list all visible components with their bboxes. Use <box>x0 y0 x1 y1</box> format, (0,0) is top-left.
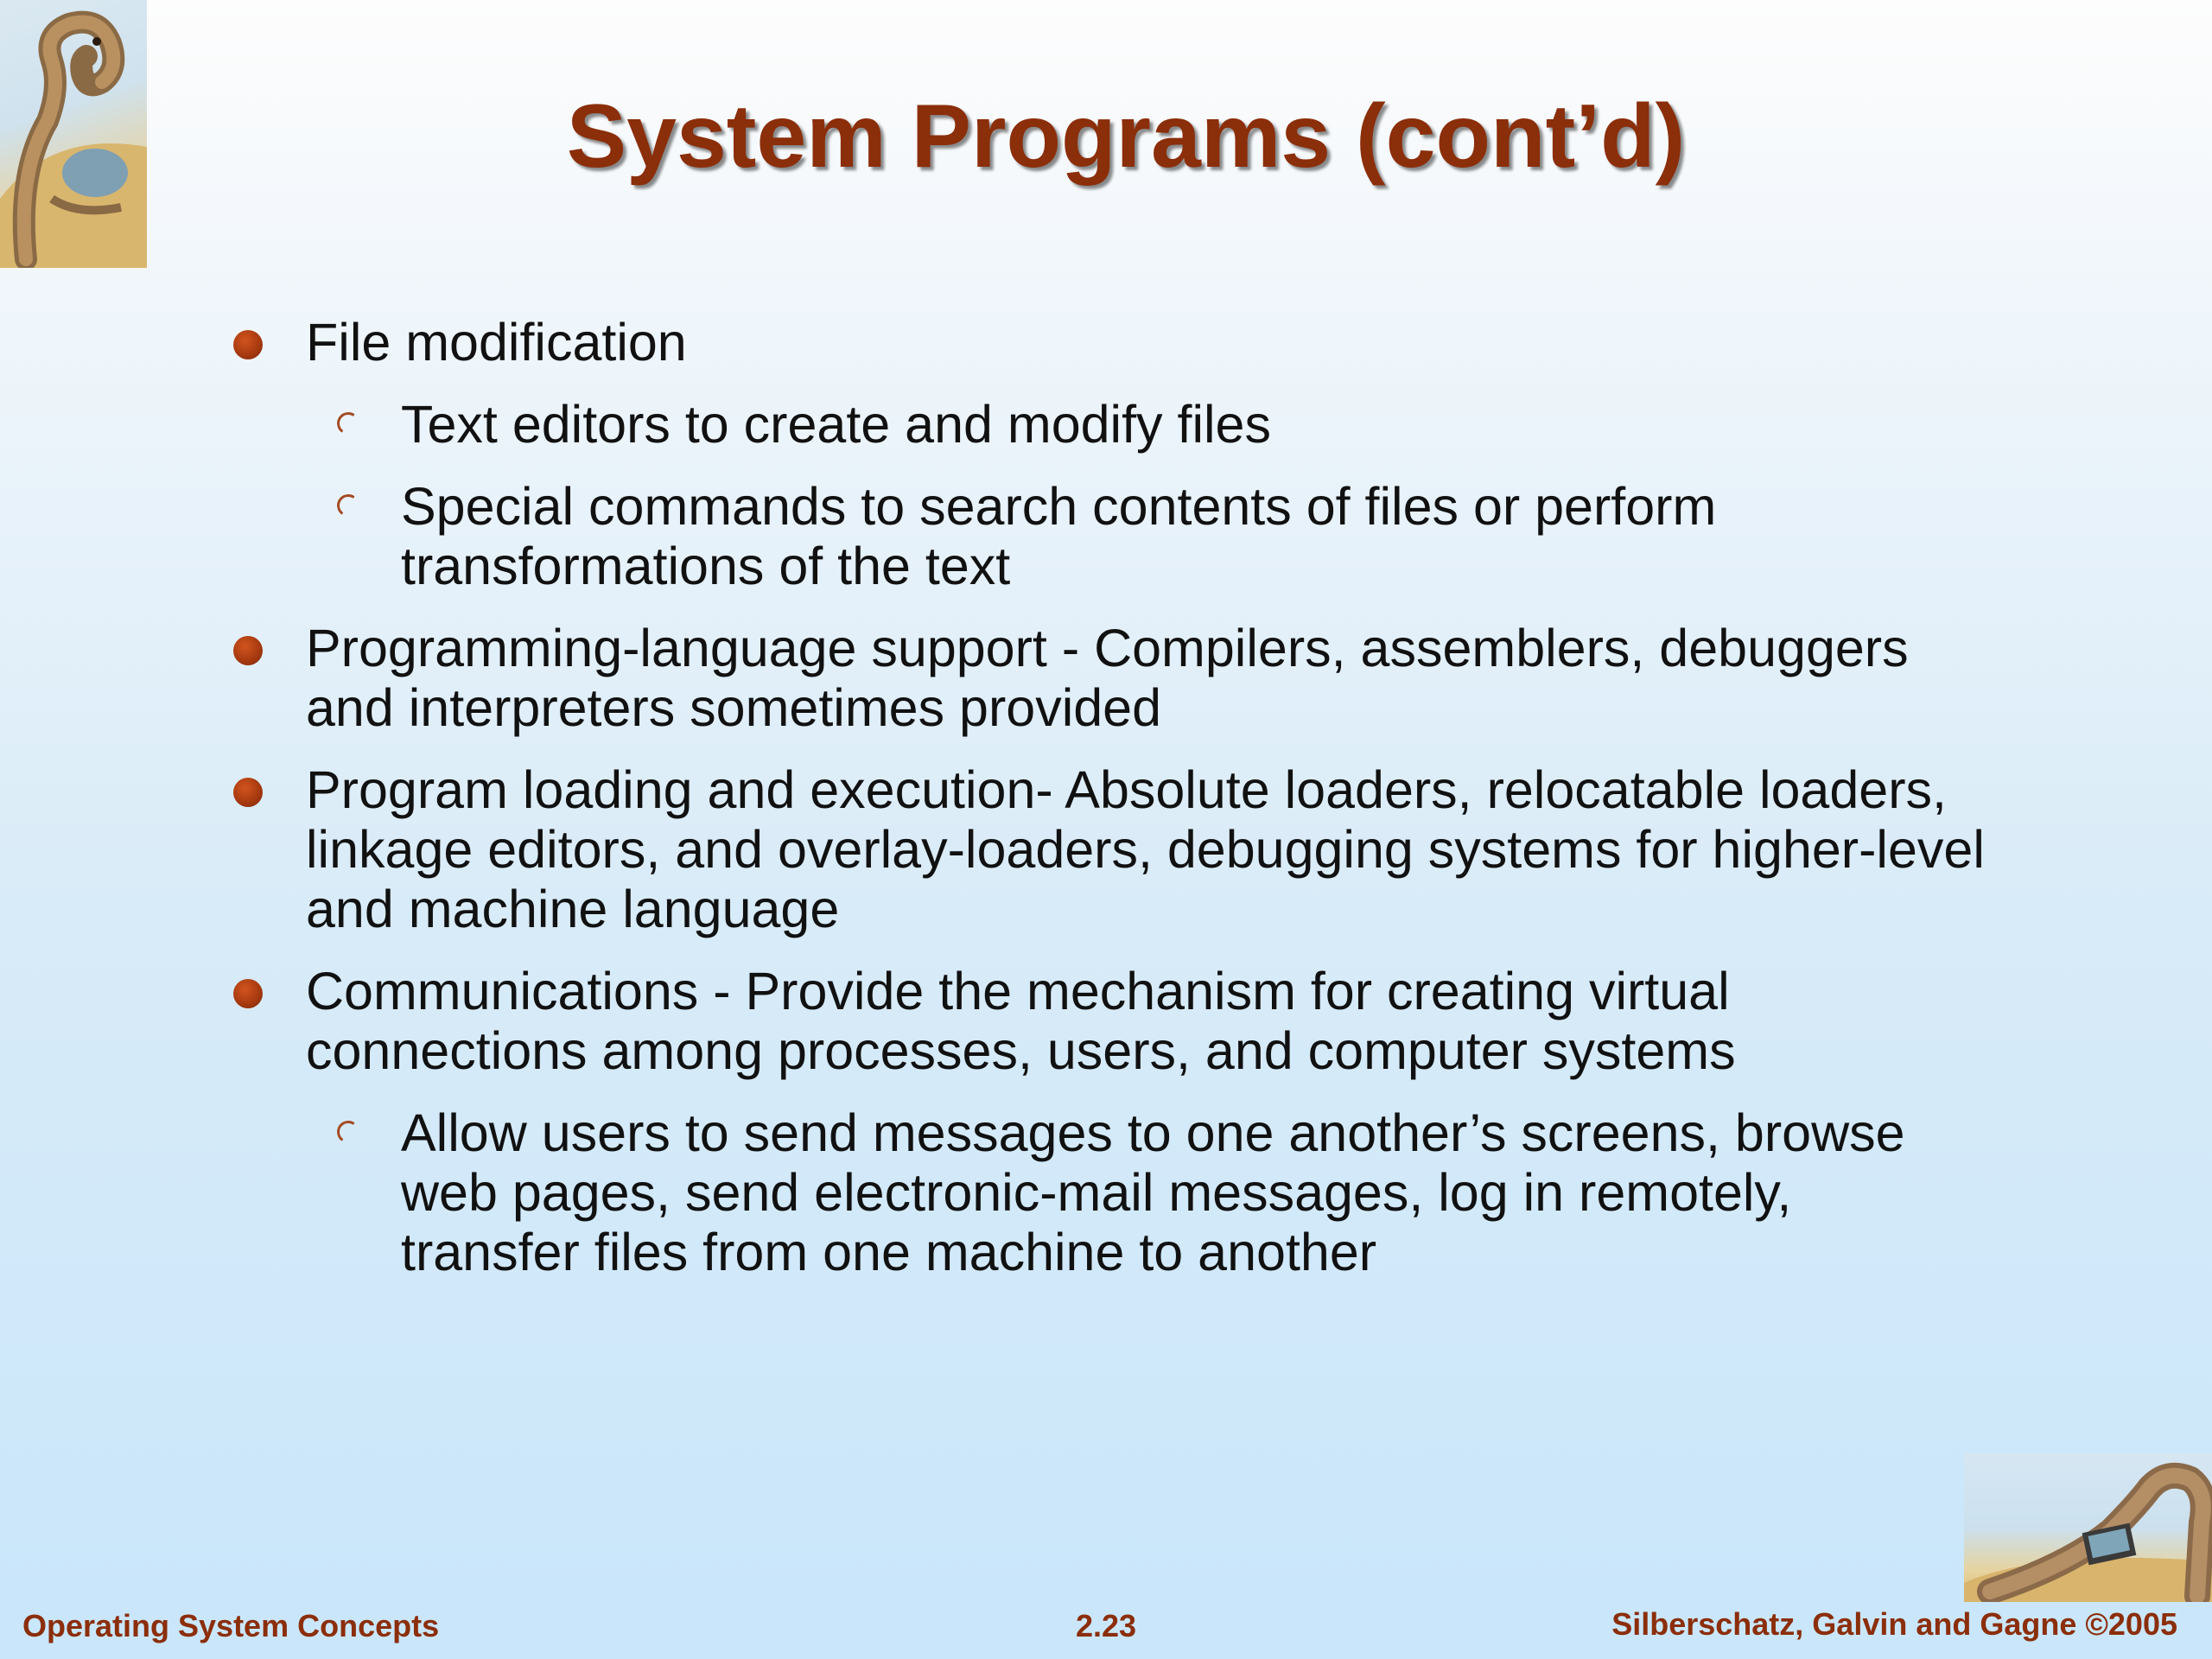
footer-copyright: Silberschatz, Galvin and Gagne ©2005 <box>1611 1606 2177 1642</box>
filled-circle-bullet-icon <box>233 636 263 665</box>
open-ring-bullet-icon <box>335 410 361 436</box>
bullet-text: Program loading and execution- Absolute loaders, relocatable loaders, linkage editors, and overlay-loaders, debugging systems for higher-level and machine language <box>306 760 1985 938</box>
sub-bullet-text: Text editors to create and modify files <box>401 395 1271 454</box>
filled-circle-bullet-icon <box>233 979 263 1008</box>
filled-circle-bullet-icon <box>233 778 263 807</box>
bullet-list <box>216 313 1996 1305</box>
bullet-item <box>216 619 1996 738</box>
filled-circle-bullet-icon <box>233 330 263 359</box>
bullet-item <box>216 760 1996 939</box>
sub-bullet-item <box>216 1103 1996 1282</box>
footer-book-title: Operating System Concepts <box>22 1608 440 1643</box>
open-ring-bullet-icon <box>335 493 361 518</box>
slide-title: System Programs (cont’d) <box>566 86 1686 187</box>
bullet-text: Communications - Provide the mechanism for creating virtual connections among processes, users, and computer systems <box>306 962 1736 1080</box>
dinosaur-laptop-icon <box>1964 1453 2212 1602</box>
bullet-item <box>216 313 1996 372</box>
sub-bullet-text: Special commands to search contents of files or perform transformations of the text <box>401 477 1717 595</box>
bullet-text: File modification <box>306 313 687 372</box>
bullet-text: Programming-language support - Compilers, assemblers, debuggers and interpreters sometimes provided <box>306 619 1909 737</box>
bullet-item <box>216 962 1996 1081</box>
sub-bullet-item <box>216 395 1996 454</box>
sub-bullet-item <box>216 477 1996 596</box>
footer-page-number: 2.23 <box>1075 1608 1137 1643</box>
dinosaur-illustration-bottom <box>1964 1453 2212 1602</box>
open-ring-bullet-icon <box>335 1119 361 1145</box>
sub-bullet-text: Allow users to send messages to one another’s screens, browse web pages, send electronic-mail messages, log in remotely, transfer files from one machine to another <box>401 1103 1905 1281</box>
